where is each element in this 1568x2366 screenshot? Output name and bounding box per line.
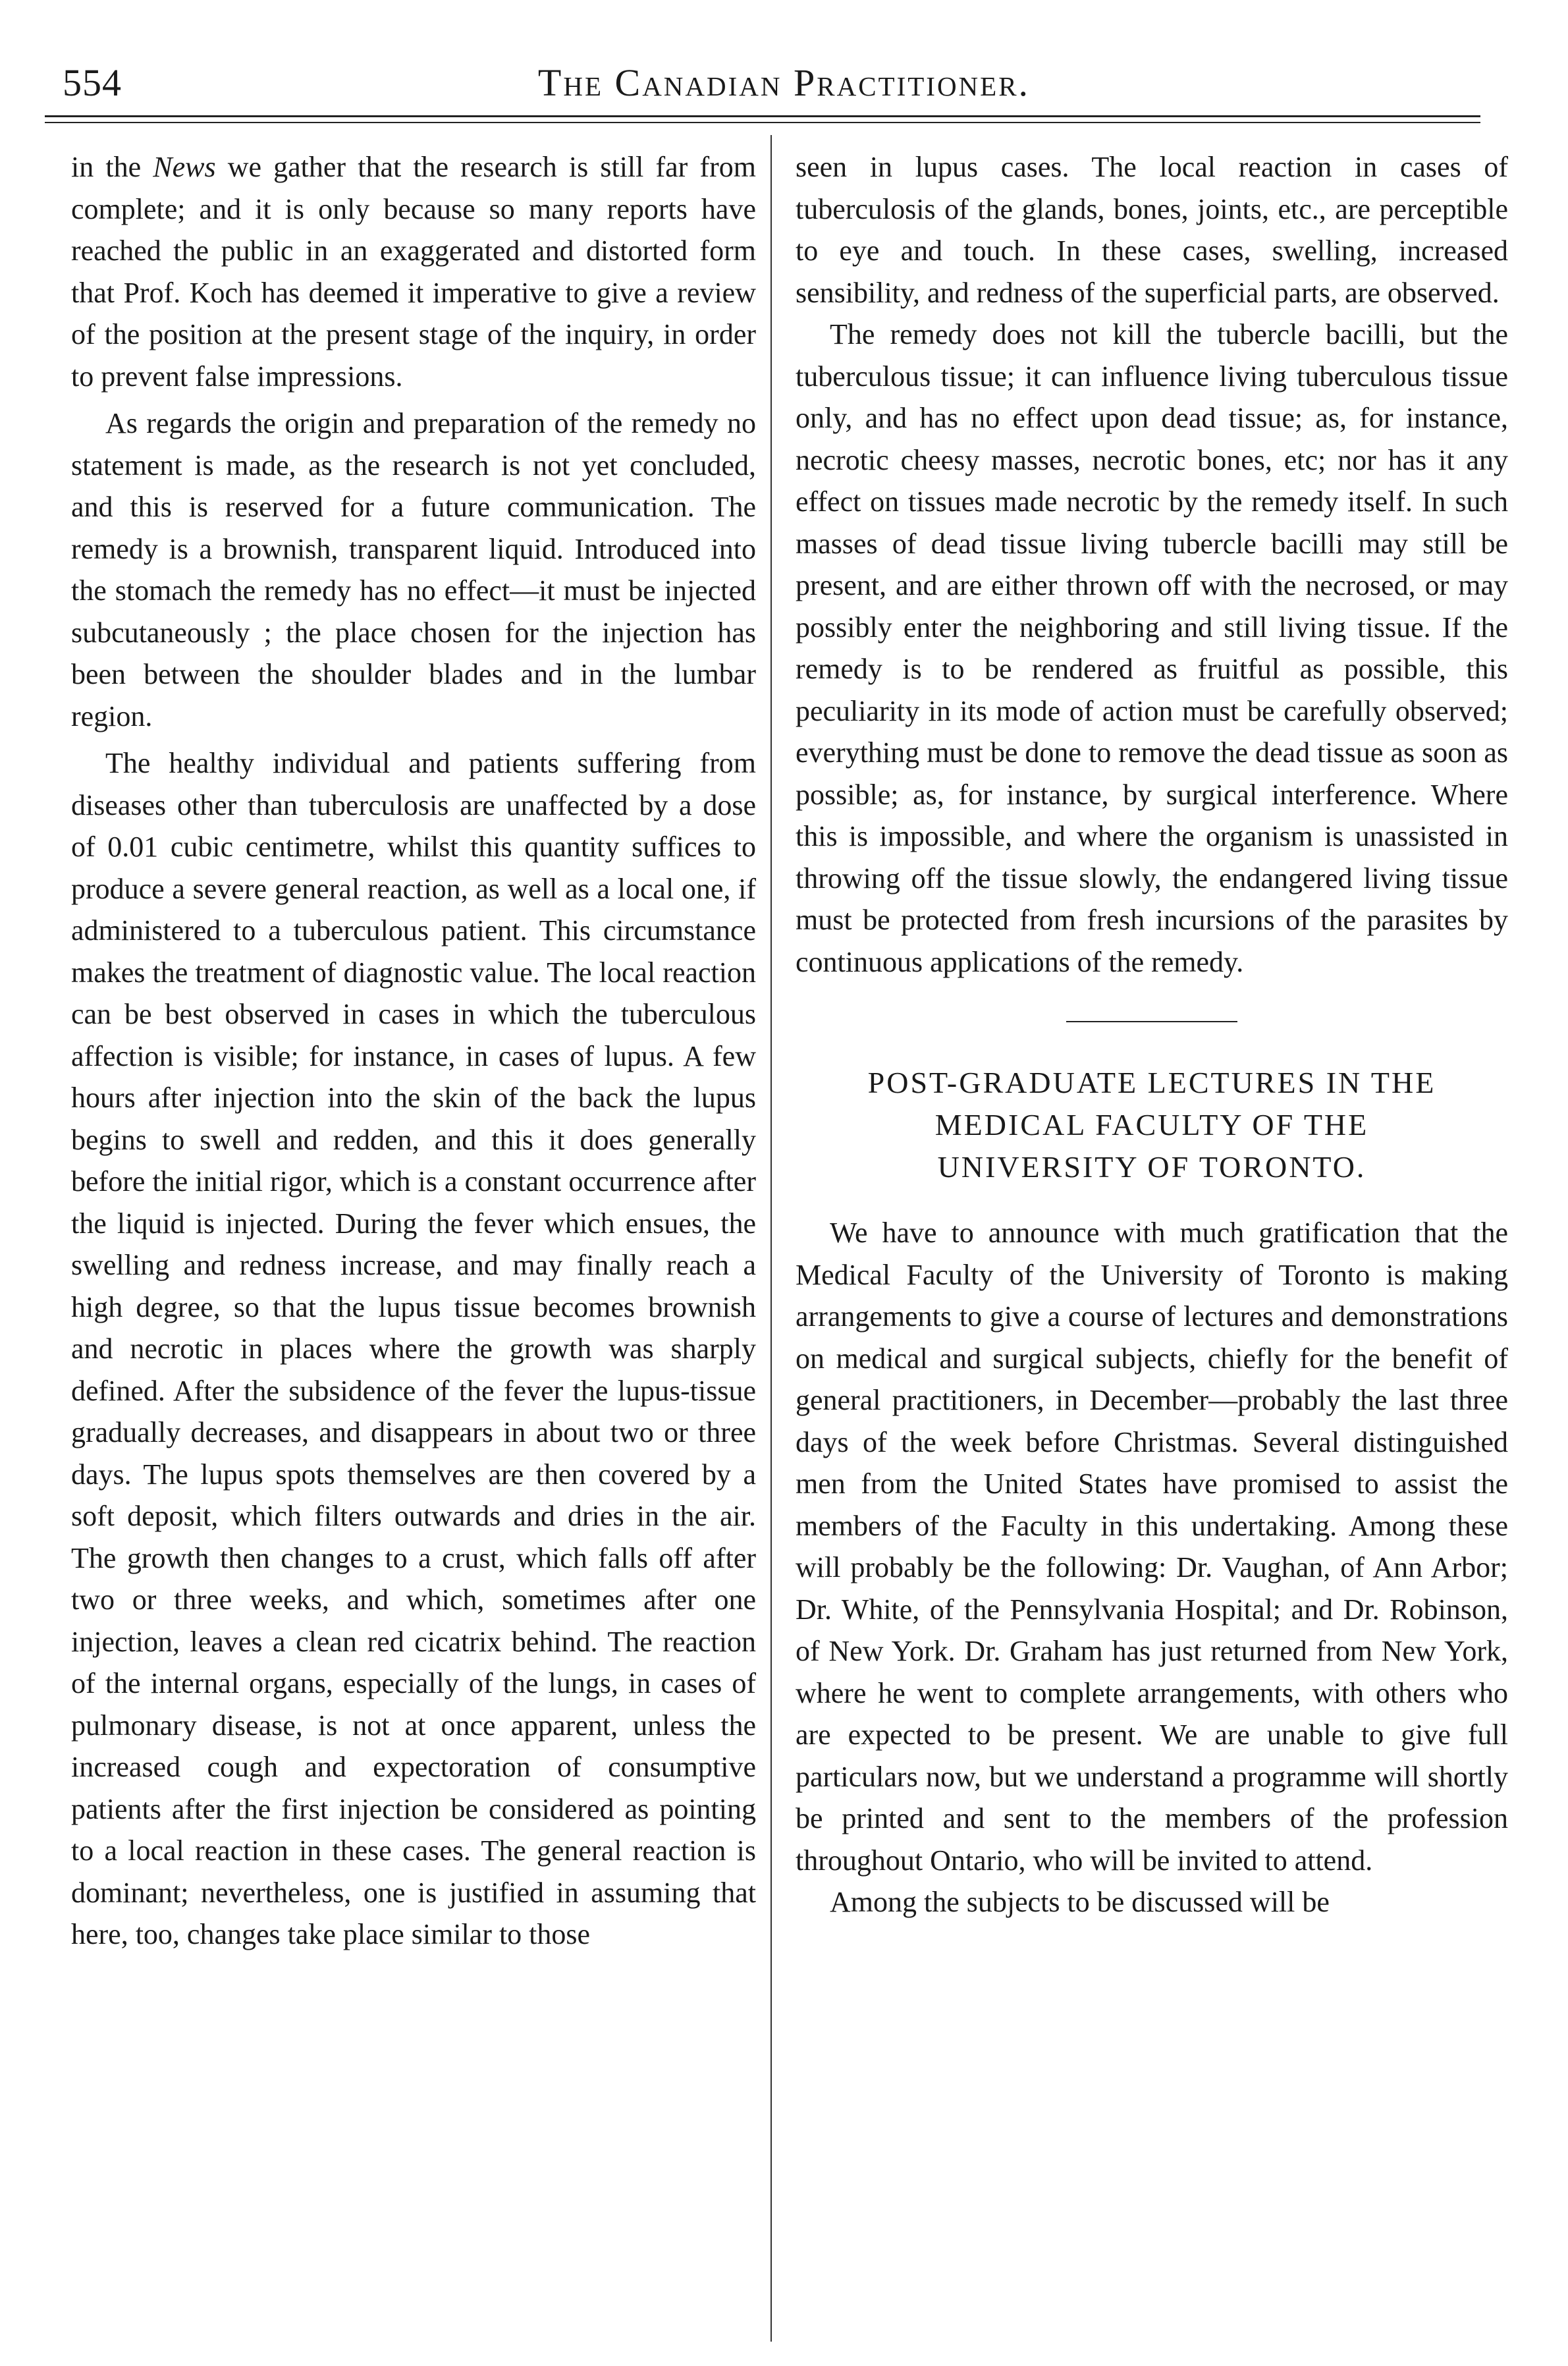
page-number: 554: [63, 61, 122, 104]
left-column: [71, 146, 756, 1956]
paragraph: We have to announce with much gratification that the Medical Faculty of the University of Toronto is making arrangements to give a course of lectures and demonstrations on medical and surgical subjects, chiefly for the benefit of general practitioners, in December—probably the last three days of the week before Christmas. Several distinguished men from the United States have promised to assist the members of the Faculty in this undertaking. Among these will probably be the following: Dr. Vaughan, of Ann Arbor; Dr. White, of the Pennsylvania Hospital; and Dr. Robinson, of New York. Dr. Graham has just returned from New York, where he went to complete arrangements, with others who are expected to be present. We are unable to give full particulars now, but we understand a programme will shortly be printed and sent to the members of the profession throughout Ontario, who will be invited to attend.: [796, 1217, 1508, 1877]
section-heading-line: UNIVERSITY OF TORONTO.: [937, 1150, 1366, 1184]
journal-name: News: [153, 151, 216, 183]
column-divider: [770, 135, 772, 2342]
paragraph: Among the subjects to be discussed will be: [830, 1886, 1330, 1918]
paragraph: As regards the origin and preparation of the remedy no statement is made, as the research is not yet concluded, and this is reserved for a future communication. The remedy is a brownish, transparent liquid. Introduced into the stomach the remedy has no effect—it must be injected subcutaneously ; the place chosen for the injection has been between the shoulder blades and in the lumbar region.: [71, 407, 756, 732]
text-run: in the: [71, 151, 153, 183]
paragraph: [71, 146, 756, 397]
paragraph: The healthy individual and patients suffering from diseases other than tuberculosis are unaffected by a dose of 0.01 cubic centimetre, whilst this quantity suffices to produce a severe general reaction, as well as a local one, if administered to a tuberculous patient. This circumstance makes the treatment of diagnostic value. The local reaction can be best observed in cases in which the tuberculous affection is visible; for instance, in cases of lupus. A few hours after injection into the skin of the back the lupus begins to swell and redden, and this it does generally before the initial rigor, which is a constant occurrence after the liquid is injected. During the fever which ensues, the swelling and redness increase, and may finally reach a high degree, so that the lupus tissue becomes brownish and necrotic in places where the growth was sharply defined. After the subsidence of the fever the lupus-tissue gradually decreases, and disappears in about two or three days. The lupus spots themselves are then covered by a soft deposit, which filters outwards and dries in the air. The growth then changes to a crust, which falls off after two or three weeks, and which, sometimes after one injection, leaves a clean red cicatrix behind. The reaction of the internal organs, especially of the lungs, in cases of pulmonary disease, is not at once apparent, unless the increased cough and expectoration of consumptive patients after the first injection be considered as pointing to a local reaction in these cases. The general reaction is dominant; nevertheless, one is justified in assuming that here, too, changes take place similar to those: [71, 747, 756, 1950]
paragraph: The remedy does not kill the tubercle bacilli, but the tuberculous tissue; it can influence living tuberculous tissue only, and has no effect upon dead tissue; as, for instance, necrotic cheesy masses, necrotic bones, etc; nor has it any effect on tissues made necrotic by the remedy itself. In such masses of dead tissue living tubercle bacilli may still be present, and are either thrown off with the necrosed, or may possibly enter the neighboring and still living tissue. If the remedy is to be rendered as fruitful as possible, this peculiarity in its mode of action must be carefully observed; everything must be done to remove the dead tissue as soon as possible; as, for instance, by surgical interference. Where this is impossible, and where the organism is unassisted in throwing off the tissue slowly, the endangered living tissue must be protected from fresh incursions of the parasites by continuous applications of the remedy.: [796, 318, 1508, 978]
right-column: [796, 146, 1508, 1923]
section-divider: [1066, 1021, 1237, 1022]
text-run: we gather that the research is still far from complete; and it is only because so many reports have reached the public in an exaggerated and distorted form that Prof. Koch has deemed it imperative to give a review of the position at the present stage of the inquiry, in order to prevent false impressions.: [71, 151, 756, 393]
section-heading: [796, 1062, 1508, 1188]
header-rule: [45, 115, 1480, 117]
section-heading-line: MEDICAL FACULTY OF THE: [934, 1108, 1369, 1142]
paragraph: seen in lupus cases. The local reaction in cases of tuberculosis of the glands, bones, joints, etc., are perceptible to eye and touch. In these cases, swelling, increased sensibility, and redness of the superficial parts, are observed.: [796, 151, 1508, 309]
section-heading-line: POST-GRADUATE LECTURES IN THE: [867, 1066, 1436, 1099]
running-title: The Canadian Practitioner.: [537, 61, 1031, 104]
header-rule-thin: [45, 122, 1480, 123]
